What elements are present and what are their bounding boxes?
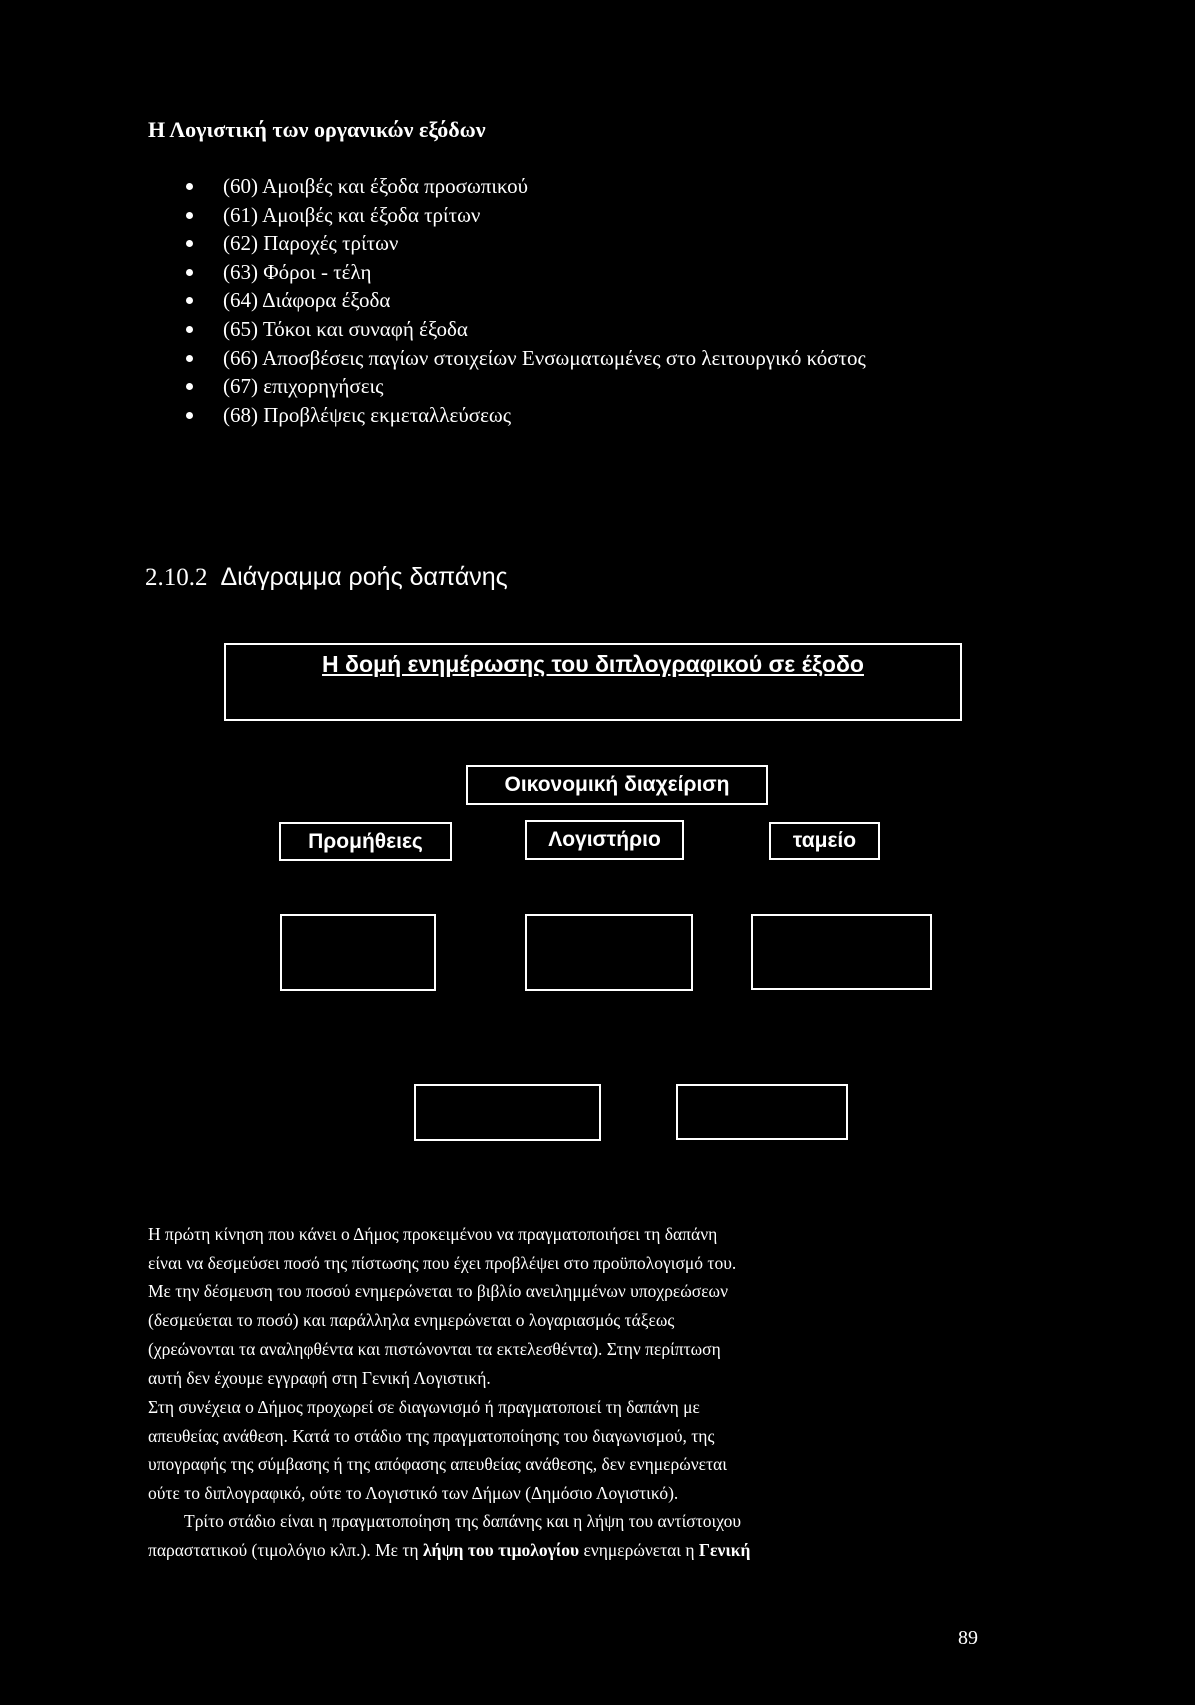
text-line: Με την δέσμευση του ποσού ενημερώνεται το βιβλίο ανειλημμένων υποχρεώσεων bbox=[148, 1281, 728, 1302]
expense-category-list bbox=[176, 172, 866, 429]
bold-text: Γενική bbox=[698, 1539, 751, 1560]
diagram-title: Η δομή ενημέρωσης του διπλογραφικού σε έξοδο bbox=[322, 651, 864, 677]
list-item: (68) Προβλέψεις εκμεταλλεύσεως bbox=[176, 401, 866, 430]
section-title-text: Διάγραμμα ροής δαπάνης bbox=[220, 563, 508, 591]
node-label: Προμήθειες bbox=[308, 829, 423, 853]
bullet-icon bbox=[186, 383, 193, 390]
text-line: Τρίτο στάδιο είναι η πραγματοποίηση της δαπάνης και η λήψη του αντίστοιχου bbox=[184, 1511, 742, 1531]
section-number: 2.10.2 bbox=[145, 564, 208, 591]
text-line: Η πρώτη κίνηση που κάνει ο Δήμος προκειμένου να πραγματοποιήσει τη δαπάνη bbox=[148, 1224, 718, 1244]
bullet-icon bbox=[186, 297, 193, 304]
bold-text: λήψη του τιμολογίου bbox=[422, 1539, 580, 1560]
node-accounting bbox=[525, 820, 684, 860]
list-item: (61) Αμοιβές και έξοδα τρίτων bbox=[176, 201, 866, 230]
bullet-icon bbox=[186, 269, 193, 276]
node-label: Οικονομική διαχείριση bbox=[504, 773, 730, 796]
empty-box bbox=[751, 914, 932, 990]
bullet-icon bbox=[186, 212, 193, 219]
text-line: υπογραφής της σύμβασης ή της απόφασης απευθείας ανάθεσης, δεν ενημερώνεται bbox=[148, 1454, 727, 1475]
paragraph-3 bbox=[148, 1507, 1020, 1564]
node-label: Λογιστήριο bbox=[548, 828, 661, 851]
text-line: παραστατικού (τιμολόγιο κλπ.). Με τη λήψη του τιμολογίου ενημερώνεται η Γενική bbox=[148, 1539, 751, 1560]
node-procurement bbox=[279, 822, 452, 861]
text-line: (δεσμεύεται το ποσό) και παράλληλα ενημερώνεται ο λογαριασμός τάξεως bbox=[148, 1310, 675, 1331]
node-financial-management bbox=[466, 765, 768, 805]
text-line: (χρεώνονται τα αναληφθέντα και πιστώνονται τα εκτελεσθέντα). Στην περίπτωση bbox=[148, 1338, 721, 1359]
list-item: (65) Τόκοι και συναφή έξοδα bbox=[176, 315, 866, 344]
paragraph-1 bbox=[148, 1220, 1020, 1392]
list-item: (60) Αμοιβές και έξοδα προσωπικού bbox=[176, 172, 866, 201]
list-item: (63) Φόροι - τέλη bbox=[176, 258, 866, 287]
list-item: (64) Διάφορα έξοδα bbox=[176, 286, 866, 315]
section-title bbox=[145, 563, 508, 592]
list-item: (67) επιχορηγήσεις bbox=[176, 372, 866, 401]
text-line: αυτή δεν έχουμε εγγραφή στη Γενική Λογιστική. bbox=[148, 1367, 491, 1388]
empty-box bbox=[525, 914, 693, 991]
list-item: (62) Παροχές τρίτων bbox=[176, 229, 866, 258]
list-item: (66) Αποσβέσεις παγίων στοιχείων Ενσωματωμένες στο λειτουργικό κόστος bbox=[176, 344, 866, 373]
node-cashier bbox=[769, 822, 880, 860]
paragraph-2 bbox=[148, 1393, 1020, 1508]
bullet-icon bbox=[186, 326, 193, 333]
text-line: απευθείας ανάθεση. Κατά το στάδιο της πραγματοποίησης του διαγωνισμού, της bbox=[148, 1425, 715, 1446]
empty-box bbox=[676, 1084, 848, 1140]
bullet-icon bbox=[186, 412, 193, 419]
text-line: Στη συνέχεια ο Δήμος προχωρεί σε διαγωνισμό ή πραγματοποιεί τη δαπάνη με bbox=[148, 1397, 700, 1417]
text-line: ούτε το διπλογραφικό, ούτε το Λογιστικό των Δήμων (Δημόσιο Λογιστικό). bbox=[148, 1483, 679, 1504]
empty-box bbox=[280, 914, 436, 991]
bullet-icon bbox=[186, 183, 193, 190]
text-line: είναι να δεσμεύσει ποσό της πίστωσης που έχει προβλέψει στο προϋπολογισμό του. bbox=[148, 1252, 737, 1273]
page-number: 89 bbox=[958, 1627, 978, 1649]
page-heading: Η Λογιστική των οργανικών εξόδων bbox=[148, 117, 486, 142]
node-label: ταμείο bbox=[792, 829, 857, 852]
bullet-icon bbox=[186, 240, 193, 247]
bullet-icon bbox=[186, 355, 193, 362]
empty-box bbox=[414, 1084, 601, 1141]
